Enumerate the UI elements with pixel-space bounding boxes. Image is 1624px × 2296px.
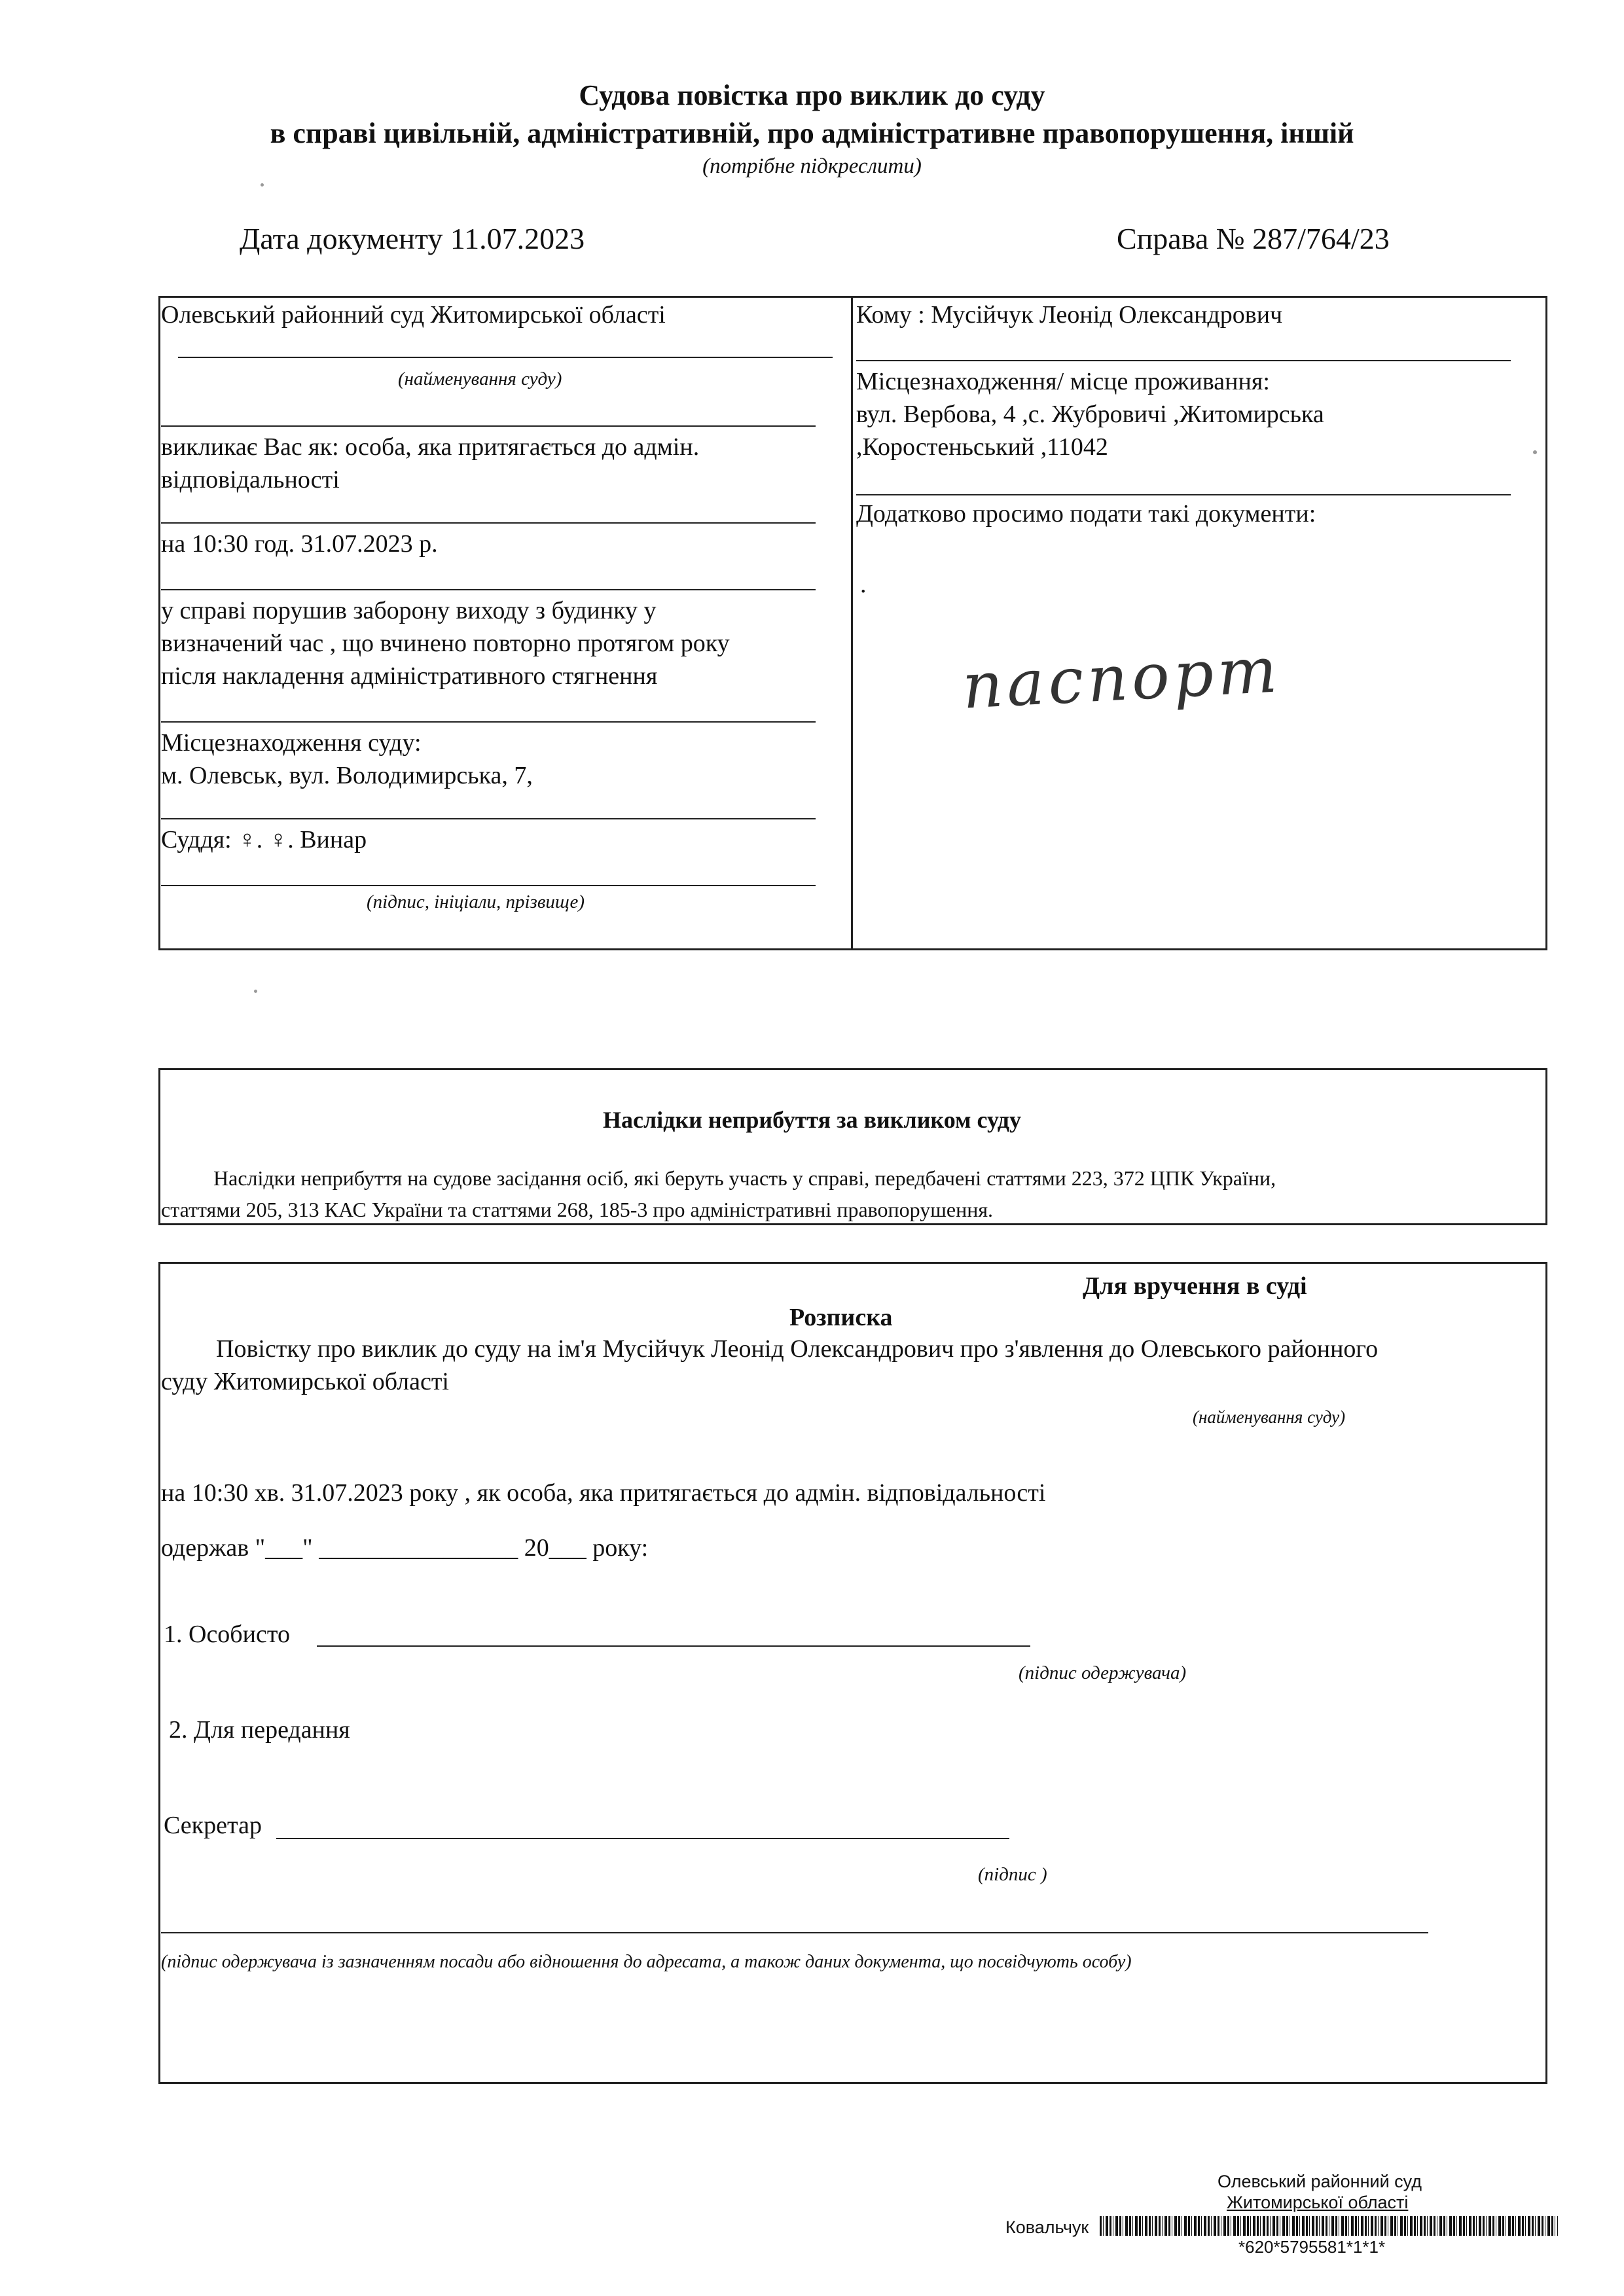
hearing-time: на 10:30 год. 31.07.2023 р. [161, 530, 438, 558]
received-date-line: одержав "___" ________________ 20___ року: [161, 1534, 649, 1562]
signature-caption: (підпис ) [978, 1864, 1047, 1885]
divider-line [161, 589, 816, 590]
address-line2: ,Коростеньський ,11042 [856, 433, 1108, 461]
receipt-hearing-time: на 10:30 хв. 31.07.2023 року , як особа, яка притягається до адмін. відповідальності [161, 1479, 1046, 1507]
court-caption: (найменування суду) [398, 368, 562, 389]
address-label: Місцезнаходження/ місце проживання: [856, 368, 1270, 395]
receipt-title: Розписка [789, 1304, 893, 1331]
for-court-delivery: Для вручення в суді [1083, 1272, 1307, 1300]
case-number: Справа № 287/764/23 [1117, 222, 1390, 255]
judge-name: Суддя: ♀. ♀. Винар [161, 826, 367, 853]
document-title-line2: в справі цивільній, адміністративній, про адміністративне правопорушення, іншій [270, 117, 1354, 149]
court-name-underline [178, 357, 833, 358]
scan-speck [254, 990, 257, 993]
consequences-title: Наслідки неприбуття за викликом суду [603, 1107, 1021, 1133]
divider-line [161, 425, 816, 427]
documents-label: Додатково просимо подати такі документи: [856, 500, 1316, 528]
footer-signature-line [161, 1932, 1428, 1933]
stamp-court-line1: Олевський районний суд [1218, 2172, 1422, 2191]
judge-signature-line [161, 885, 816, 886]
personal-signature-line [317, 1645, 1030, 1647]
divider-line [161, 721, 816, 723]
consequences-text-line2: статтями 205, 313 КАС України та статтями 268, 185-3 про адміністративні правопорушення. [161, 1198, 994, 1221]
scan-speck [1533, 450, 1537, 454]
title-note: (потрібне підкреслити) [702, 154, 922, 178]
recipient-signature-caption: (підпис одержувача) [1019, 1662, 1187, 1683]
summons-role-line1: викликає Вас як: особа, яка притягається до адмін. [161, 433, 700, 461]
secretary-signature-line [276, 1838, 1009, 1839]
consequences-text-line1: Наслідки неприбуття на судове засідання осіб, які беруть участь у справі, передбачені статтями 223, 372 ЦПК України, [213, 1166, 1276, 1190]
stamp-court-line2: Житомирської області [1227, 2193, 1409, 2212]
divider-line [161, 522, 816, 524]
case-description-line3: після накладення адміністративного стягнення [161, 662, 658, 690]
summons-role-line2: відповідальності [161, 466, 340, 493]
secretary-label: Секретар [164, 1812, 262, 1839]
handwritten-passport: паспорт [960, 633, 1283, 723]
barcode [1100, 2216, 1558, 2236]
court-location-label: Місцезнаходження суду: [161, 729, 422, 757]
case-description-line2: визначений час , що вчинено повторно протягом року [161, 630, 730, 657]
receipt-text-line1: Повістку про виклик до суду на ім'я Мусійчук Леонід Олександрович про з'явлення до Олевського районного [216, 1335, 1379, 1363]
court-location-value: м. Олевськ, вул. Володимирська, 7, [161, 762, 533, 789]
column-divider [851, 296, 853, 950]
transfer-label: 2. Для передання [169, 1716, 350, 1744]
personally-label: 1. Особисто [164, 1621, 290, 1648]
divider-line [161, 818, 816, 819]
document-date: Дата документу 11.07.2023 [240, 222, 585, 255]
case-description-line1: у справі порушив заборону виходу з будинку у [161, 597, 657, 624]
document-title-line1: Судова повістка про виклик до суду [579, 79, 1045, 111]
clerk-name: Ковальчук [1005, 2217, 1089, 2237]
documents-dot: . [860, 571, 867, 598]
barcode-number: *620*5795581*1*1* [1238, 2237, 1386, 2257]
court-name: Олевський районний суд Житомирської області [161, 301, 666, 329]
footer-caption: (підпис одержувача із зазначенням посади або відношення до адресата, а також даних документа, що посвідчують особу) [161, 1952, 1132, 1972]
receipt-court-caption: (найменування суду) [1193, 1407, 1346, 1427]
recipient-underline [856, 360, 1511, 361]
judge-caption: (підпис, ініціали, прізвище) [367, 891, 585, 912]
scan-speck [261, 183, 264, 187]
address-underline [856, 494, 1511, 495]
receipt-text-line2: суду Житомирської області [161, 1368, 449, 1395]
recipient-name: Кому : Мусійчук Леонід Олександрович [856, 301, 1283, 329]
address-line1: вул. Вербова, 4 ,с. Жубровичі ,Житомирська [856, 401, 1324, 428]
